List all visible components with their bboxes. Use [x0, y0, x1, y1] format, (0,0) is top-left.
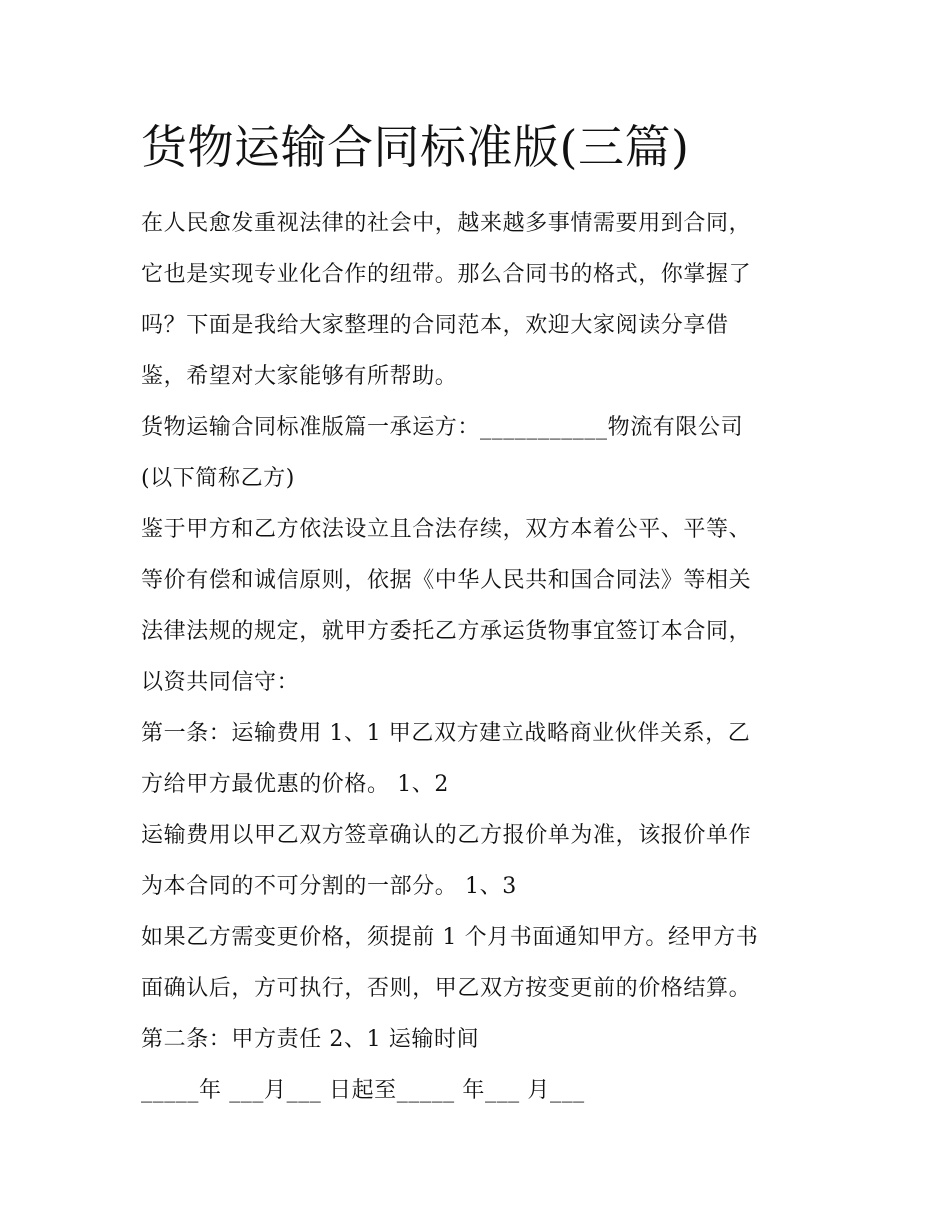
body-line: 面确认后，方可执行，否则，甲乙双方按变更前的价格结算。: [141, 976, 752, 1001]
body-line: 它也是实现专业化合作的纽带。那么合同书的格式，你掌握了: [141, 262, 752, 287]
body-line: 为本合同的不可分割的一部分。 1、3: [141, 874, 517, 899]
body-line: 在人民愈发重视法律的社会中，越来越多事情需要用到合同，: [141, 211, 752, 236]
body-line: 第一条：运输费用 1、1 甲乙双方建立战略商业伙伴关系，乙: [141, 721, 751, 746]
body-line: 第二条：甲方责任 2、1 运输时间: [141, 1027, 480, 1052]
body-line: 等价有偿和诚信原则，依据《中华人民共和国合同法》等相关: [141, 568, 752, 593]
body-line: 法律法规的规定，就甲方委托乙方承运货物事宜签订本合同，: [141, 619, 752, 644]
body-line: _____年 ___月___ 日起至_____ 年___ 月___: [141, 1078, 585, 1103]
body-line: 鉴于甲方和乙方依法设立且合法存续，双方本着公平、平等、: [141, 517, 752, 542]
body-line: 运输费用以甲乙双方签章确认的乙方报价单为准，该报价单作: [141, 823, 752, 848]
body-line: (以下简称乙方): [141, 466, 295, 491]
body-line: 吗？下面是我给大家整理的合同范本，欢迎大家阅读分享借: [141, 313, 729, 338]
body-line: 货物运输合同标准版篇一承运方：___________物流有限公司: [141, 415, 744, 440]
body-line: 鉴，希望对大家能够有所帮助。: [141, 364, 458, 389]
document-body: [141, 198, 813, 1116]
body-line: 以资共同信守：: [141, 670, 300, 695]
body-line: 如果乙方需变更价格，须提前 1 个月书面通知甲方。经甲方书: [141, 925, 759, 950]
body-line: 方给甲方最优惠的价格。 1、2: [141, 772, 449, 797]
document-title: 货物运输合同标准版(三篇): [141, 120, 690, 174]
